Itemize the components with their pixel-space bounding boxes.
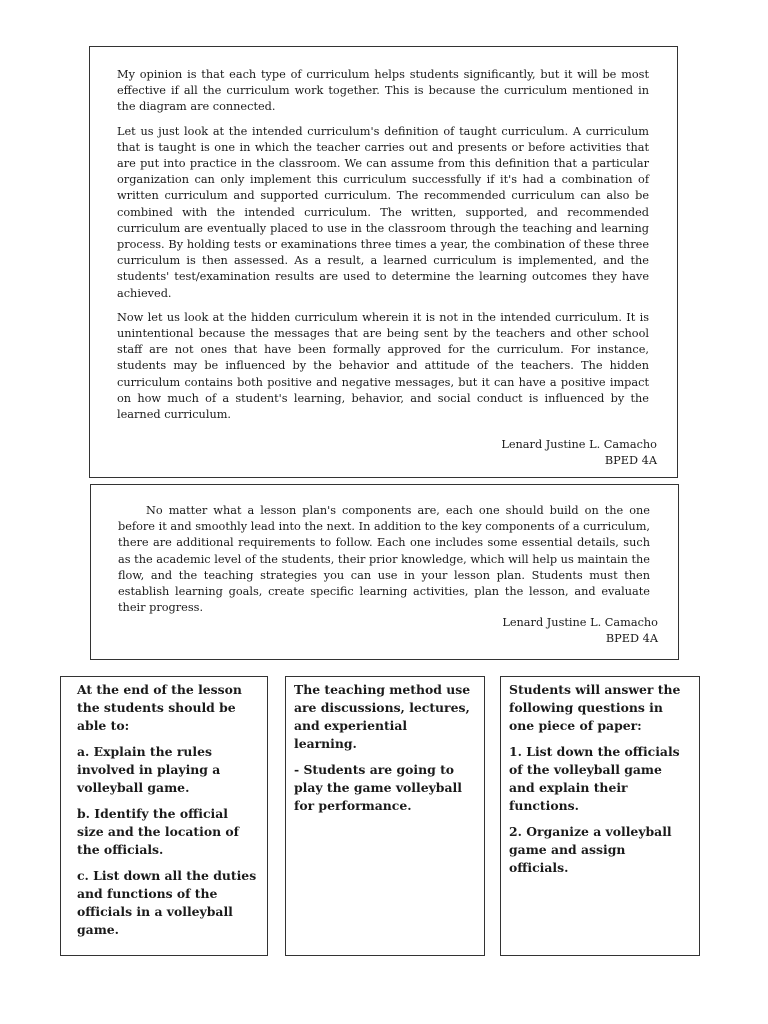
author-section: BPED 4A xyxy=(605,632,658,646)
method-item: - Students are going to play the game volleyball for performance. xyxy=(294,762,462,813)
method-column xyxy=(285,676,485,956)
reflection-paragraph-3: Now let us look at the hidden curriculum wherein it is not in the intended curriculum. It is unintentional because the messages that are being sent by the teachers and other school staff are not ones that have been formally approved for the curriculum. For instance, students may be influenced by the behavior and attitude of the teachers. The hidden curriculum contains both positive and negative messages, but it can have a positive impact on how much of a student's learning, behavior, and social conduct is influenced by the learned curriculum. xyxy=(117,310,649,422)
assessment-item: 1. List down the officials of the volleyball game and explain their functions. xyxy=(509,744,680,813)
objective-item: b. Identify the official size and the location of the officials. xyxy=(77,806,240,857)
reflection-signature xyxy=(501,437,657,469)
lesson-plan-paragraph: No matter what a lesson plan's components are, each one should build on the one before it and smoothly lead into the next. In addition to the key components of a curriculum, there are additional requirements to follow. Each one includes some essential details, such as the academic level of the students, their prior knowledge, which will help us maintain the flow, and the teaching strategies you can use in your lesson plan. Students must then establish learning goals, create specific learning activities, plan the lesson, and evaluate their progress. xyxy=(118,504,650,615)
reflection-box xyxy=(89,46,678,478)
objective-item: a. Explain the rules involved in playing a volleyball game. xyxy=(77,744,221,795)
lesson-plan-signature xyxy=(502,615,658,647)
author-section: BPED 4A xyxy=(604,454,657,468)
assessment-intro: Students will answer the following questions in one piece of paper: xyxy=(509,682,681,733)
lesson-plan-note-box xyxy=(90,484,679,660)
objectives-intro: At the end of the lesson the students should be able to: xyxy=(77,682,242,733)
author-name: Lenard Justine L. Camacho xyxy=(501,438,657,451)
author-name: Lenard Justine L. Camacho xyxy=(502,616,658,629)
objectives-column xyxy=(60,676,268,956)
objective-item: c. List down all the duties and functions of the officials in a volleyball game. xyxy=(77,868,257,937)
reflection-paragraph-1: My opinion is that each type of curriculum helps students significantly, but it will be most effective if all the curriculum work together. This is because the curriculum mentioned in the diagram are connected. xyxy=(117,68,649,114)
reflection-paragraph-2: Let us just look at the intended curriculum's definition of taught curriculum. A curriculum that is taught is one in which the teacher carries out and presents or before activities that are put into practice in the classroom. We can assume from this definition that a particular organization can only implement this curriculum successfully if it's had a combination of written curriculum and supported curriculum. The recommended curriculum can also be combined with the intended curriculum. The written, supported, and recommended curriculum are eventually placed to use in the classroom through the teaching and learning process. By holding tests or examinations three times a year, the combination of these three curriculum is then assessed. As a result, a learned curriculum is implemented, and the students' test/examination results are used to determine the learning outcomes they have achieved. xyxy=(117,124,649,300)
assessment-column xyxy=(500,676,700,956)
method-intro: The teaching method use are discussions, lectures, and experiential learning. xyxy=(294,682,471,751)
assessment-item: 2. Organize a volleyball game and assign officials. xyxy=(509,824,672,875)
